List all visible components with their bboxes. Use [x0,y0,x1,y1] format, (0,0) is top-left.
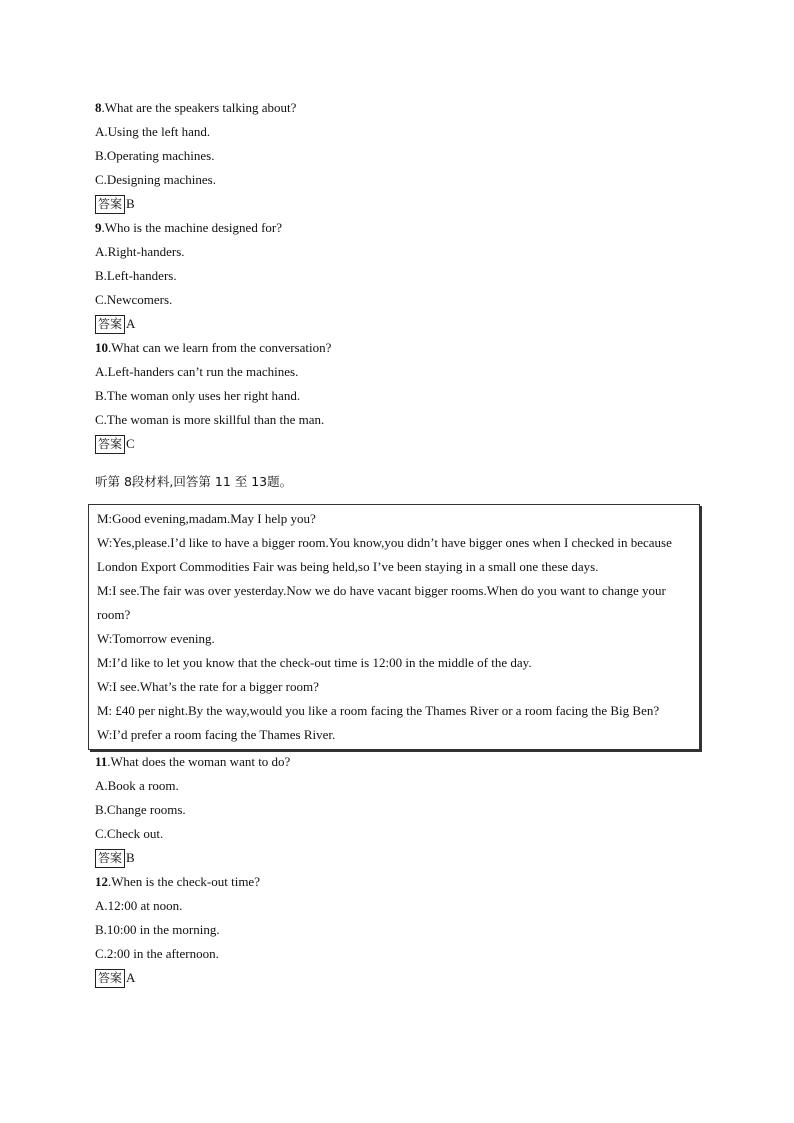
answer-line [95,846,707,870]
transcript-line: W:I see.What’s the rate for a bigger room? [97,679,319,694]
option-b: B.Operating machines. [95,148,215,163]
transcript-box [88,504,700,750]
option-c: C.Check out. [95,826,164,841]
answer-badge: 答案 [95,435,125,454]
answer-value: B [126,196,135,211]
transcript-line: M:Good evening,madam.May I help you? [97,511,316,526]
document-page [95,96,707,990]
question-text: .What does the woman want to do? [107,754,291,769]
question-12 [95,870,707,894]
option-a: A.12:00 at noon. [95,898,183,913]
question-text: .What can we learn from the conversation? [108,340,332,355]
question-text: .When is the check-out time? [108,874,260,889]
transcript-line: M:I see.The fair was over yesterday.Now we do have vacant bigger rooms.When do you want to change your room? [97,583,666,622]
option-c: C.2:00 in the afternoon. [95,946,219,961]
question-text: .What are the speakers talking about? [101,100,297,115]
answer-badge: 答案 [95,849,125,868]
answer-line [95,312,707,336]
option-a: A.Book a room. [95,778,179,793]
question-number: 11 [95,754,108,769]
option-c: C.Newcomers. [95,292,173,307]
answer-value: A [126,316,136,331]
option-c: C.Designing machines. [95,172,216,187]
option-b: B.The woman only uses her right hand. [95,388,301,403]
answer-line [95,192,707,216]
option-b: B.Left-handers. [95,268,177,283]
question-8 [95,96,707,120]
question-number: 9 [95,220,102,235]
option-b: B.Change rooms. [95,802,186,817]
transcript-line: M: £40 per night.By the way,would you like a room facing the Thames River or a room facing the Big Ben? [97,703,660,718]
answer-value: A [126,970,136,985]
answer-badge: 答案 [95,195,125,214]
question-10 [95,336,707,360]
question-number: 8 [95,100,102,115]
answer-value: B [126,850,135,865]
transcript-line: W:Yes,please.I’d like to have a bigger room.You know,you didn’t have bigger ones when I checked in because London Export Commodities Fair was being held,so I’ve been staying in a small one these days. [97,535,672,574]
section-title: 听第 8段材料,回答第 11 至 13题。 [95,474,293,489]
transcript-line: M:I’d like to let you know that the check-out time is 12:00 in the middle of the day. [97,655,532,670]
answer-value: C [126,436,135,451]
option-a: A.Right-handers. [95,244,185,259]
answer-badge: 答案 [95,315,125,334]
option-c: C.The woman is more skillful than the man. [95,412,325,427]
question-text: .Who is the machine designed for? [101,220,282,235]
answer-line [95,966,707,990]
question-number: 10 [95,340,108,355]
option-a: A.Left-handers can’t run the machines. [95,364,299,379]
answer-line [95,432,707,456]
question-number: 12 [95,874,108,889]
transcript-line: W:Tomorrow evening. [97,631,215,646]
question-11 [95,750,707,774]
question-9 [95,216,707,240]
transcript-line: W:I’d prefer a room facing the Thames River. [97,727,336,742]
answer-badge: 答案 [95,969,125,988]
option-a: A.Using the left hand. [95,124,211,139]
option-b: B.10:00 in the morning. [95,922,220,937]
